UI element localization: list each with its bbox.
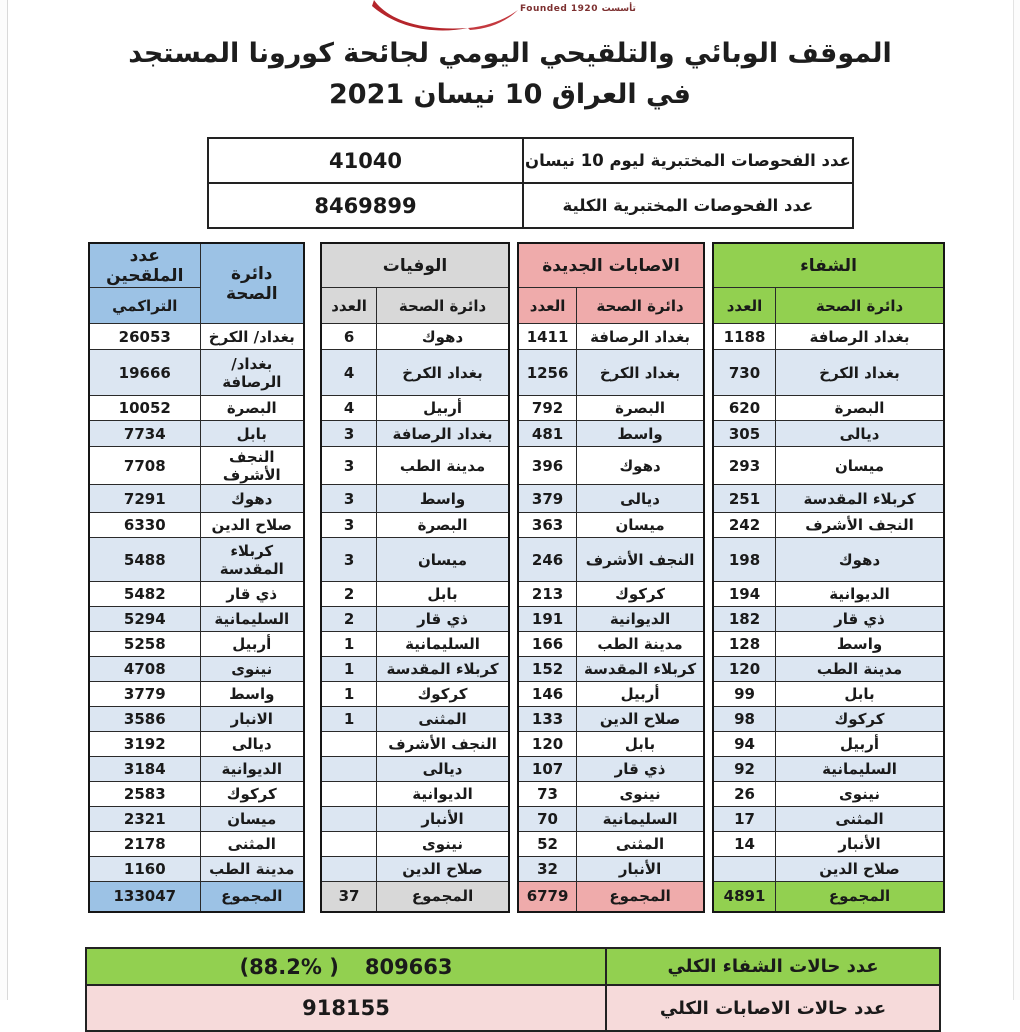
count-cell: 379 (518, 485, 577, 513)
count-cell: 3 (321, 421, 377, 447)
table-row (321, 582, 509, 607)
count-cell: 293 (713, 447, 776, 485)
table-row (713, 782, 944, 807)
directorate-cell: أربيل (200, 632, 304, 657)
total-cases-label: عدد حالات الاصابات الكلي (606, 985, 940, 1031)
count-column-header: العدد (321, 288, 377, 324)
table-row (713, 857, 944, 882)
directorate-cell: بابل (577, 732, 704, 757)
table-row (713, 485, 944, 513)
directorate-cell: بابل (377, 582, 509, 607)
table-row (321, 607, 509, 632)
directorate-cell: ديالى (377, 757, 509, 782)
directorate-cell: نينوى (377, 832, 509, 857)
count-cell: 1 (321, 707, 377, 732)
directorate-cell: مدينة الطب (200, 857, 304, 882)
directorate-cell: صلاح الدين (377, 857, 509, 882)
total-recovered-label: عدد حالات الشفاء الكلي (606, 948, 940, 985)
total-recovered-row (86, 948, 940, 985)
count-cell: 26053 (89, 324, 200, 350)
count-cell: 3184 (89, 757, 200, 782)
count-cell: 4 (321, 350, 377, 396)
directorate-column-header: دائرة الصحة (200, 243, 304, 324)
directorate-cell: كركوك (577, 582, 704, 607)
count-column-header: العدد (713, 288, 776, 324)
directorate-column-header: دائرة الصحة (776, 288, 944, 324)
page-title-line1: الموقف الوبائي والتلقيحي اليومي لجائحة كورونا المستجد (128, 38, 892, 69)
total-tests-row (208, 183, 853, 228)
count-cell: 2 (321, 607, 377, 632)
total-label-cell: المجموع (776, 882, 944, 912)
count-cell: 7734 (89, 421, 200, 447)
directorate-cell: المثنى (577, 832, 704, 857)
total-label-cell: المجموع (577, 882, 704, 912)
count-cell: 120 (713, 657, 776, 682)
count-cell: 3586 (89, 707, 200, 732)
count-cell (321, 807, 377, 832)
total-tests-label: عدد الفحوصات المختبرية الكلية (523, 183, 853, 228)
table-row (713, 350, 944, 396)
directorate-cell: كركوك (200, 782, 304, 807)
table-row (713, 447, 944, 485)
total-row (713, 882, 944, 912)
count-cell: 1256 (518, 350, 577, 396)
count-cell: 146 (518, 682, 577, 707)
total-cases-value: 918155 (86, 985, 606, 1031)
table-row (321, 513, 509, 538)
count-cell: 4708 (89, 657, 200, 682)
directorate-cell: واسط (200, 682, 304, 707)
table-row (321, 832, 509, 857)
table-row (89, 807, 304, 832)
directorate-cell: مدينة الطب (776, 657, 944, 682)
table-row (518, 732, 704, 757)
table-row (89, 513, 304, 538)
directorate-cell: دهوك (776, 538, 944, 582)
table-row (321, 421, 509, 447)
total-recovered-percent: (88.2% ) (239, 954, 339, 979)
table-row (89, 324, 304, 350)
directorate-column-header: دائرة الصحة (577, 288, 704, 324)
directorate-cell: النجف الأشرف (200, 447, 304, 485)
directorate-cell: ميسان (200, 807, 304, 832)
count-cell: 242 (713, 513, 776, 538)
directorate-cell: الديوانية (377, 782, 509, 807)
table-row (518, 421, 704, 447)
directorate-cell: النجف الأشرف (776, 513, 944, 538)
table-row (713, 807, 944, 832)
page-left-edge (0, 0, 8, 1000)
count-cell: 7708 (89, 447, 200, 485)
table-row (89, 657, 304, 682)
table-row (321, 350, 509, 396)
daily-tests-value: 41040 (208, 138, 523, 183)
directorate-cell: كربلاء المقدسة (776, 485, 944, 513)
directorate-cell: واسط (776, 632, 944, 657)
total-cases-row (86, 985, 940, 1031)
directorate-cell: بغداد الرصافة (577, 324, 704, 350)
count-cell: 152 (518, 657, 577, 682)
table-row (89, 857, 304, 882)
count-cell: 1411 (518, 324, 577, 350)
directorate-cell: ميسان (776, 447, 944, 485)
count-cell: 3779 (89, 682, 200, 707)
table-row (713, 607, 944, 632)
total-recovered-value: 809663 (364, 954, 453, 979)
table-row (321, 807, 509, 832)
directorate-cell: الديوانية (200, 757, 304, 782)
table-row (518, 396, 704, 421)
table-row (89, 757, 304, 782)
count-cell: 246 (518, 538, 577, 582)
count-cell: 1188 (713, 324, 776, 350)
count-cell: 133 (518, 707, 577, 732)
table-row (321, 657, 509, 682)
directorate-cell: الأنبار (577, 857, 704, 882)
count-cell: 98 (713, 707, 776, 732)
deaths-table (320, 242, 510, 913)
logo-founded-text: Founded 1920 تأسست (520, 4, 636, 14)
total-row (89, 882, 304, 912)
table-row (713, 396, 944, 421)
count-cell: 1 (321, 682, 377, 707)
count-cell: 305 (713, 421, 776, 447)
directorate-cell: البصرة (776, 396, 944, 421)
directorate-cell: بغداد الكرخ (577, 350, 704, 396)
directorate-cell: النجف الأشرف (577, 538, 704, 582)
directorate-cell: البصرة (577, 396, 704, 421)
count-cell: 94 (713, 732, 776, 757)
directorate-cell: كربلاء المقدسة (377, 657, 509, 682)
count-cell: 5258 (89, 632, 200, 657)
directorate-cell: بغداد/ الكرخ (200, 324, 304, 350)
directorate-cell: المثنى (776, 807, 944, 832)
table-row (321, 682, 509, 707)
table-row (321, 485, 509, 513)
directorate-cell: بغداد الرصافة (776, 324, 944, 350)
table-row (321, 857, 509, 882)
directorate-cell: صلاح الدين (200, 513, 304, 538)
directorate-cell: ديالى (200, 732, 304, 757)
table-row (518, 485, 704, 513)
table-row (713, 582, 944, 607)
count-cell (321, 732, 377, 757)
total-count-cell: 4891 (713, 882, 776, 912)
directorate-cell: كربلاء المقدسة (577, 657, 704, 682)
table-row (89, 447, 304, 485)
count-cell: 1 (321, 632, 377, 657)
page-title (0, 33, 1020, 115)
directorate-cell: كركوك (776, 707, 944, 732)
directorate-cell: الانبار (200, 707, 304, 732)
directorate-cell: السليمانية (200, 607, 304, 632)
total-label-cell: المجموع (200, 882, 304, 912)
count-cell: 194 (713, 582, 776, 607)
table-row (518, 324, 704, 350)
count-cell: 730 (713, 350, 776, 396)
directorate-cell: الديوانية (577, 607, 704, 632)
directorate-cell: نينوى (577, 782, 704, 807)
table-row (518, 538, 704, 582)
directorate-cell: نينوى (200, 657, 304, 682)
table-row (89, 538, 304, 582)
table-row (89, 485, 304, 513)
count-cell: 10052 (89, 396, 200, 421)
directorate-cell: ذي قار (577, 757, 704, 782)
table-row (713, 538, 944, 582)
directorate-cell: واسط (577, 421, 704, 447)
table-row (89, 682, 304, 707)
recovered-table-title: الشفاء (713, 243, 944, 288)
count-cell: 166 (518, 632, 577, 657)
total-recovered-value-cell (86, 948, 606, 985)
count-cell (321, 832, 377, 857)
count-cell: 213 (518, 582, 577, 607)
count-cell: 481 (518, 421, 577, 447)
table-row (713, 657, 944, 682)
count-cell: 17 (713, 807, 776, 832)
table-row (518, 350, 704, 396)
table-row (321, 538, 509, 582)
count-cell: 2321 (89, 807, 200, 832)
table-row (713, 832, 944, 857)
count-cell: 3192 (89, 732, 200, 757)
directorate-cell: المثنى (200, 832, 304, 857)
count-cell: 52 (518, 832, 577, 857)
daily-tests-row (208, 138, 853, 183)
directorate-cell: بغداد/ الرصافة (200, 350, 304, 396)
directorate-cell: ميسان (377, 538, 509, 582)
table-row (89, 707, 304, 732)
count-cell: 363 (518, 513, 577, 538)
count-cell: 396 (518, 447, 577, 485)
count-cell (321, 782, 377, 807)
table-row (89, 782, 304, 807)
directorate-cell: البصرة (377, 513, 509, 538)
directorate-cell: كركوك (377, 682, 509, 707)
count-cell: 792 (518, 396, 577, 421)
directorate-cell: بغداد الرصافة (377, 421, 509, 447)
table-row (713, 757, 944, 782)
count-cell: 128 (713, 632, 776, 657)
count-cell: 6 (321, 324, 377, 350)
new-cases-table-title: الاصابات الجديدة (518, 243, 704, 288)
table-row (321, 757, 509, 782)
table-row (713, 682, 944, 707)
directorate-cell: دهوك (200, 485, 304, 513)
table-row (713, 513, 944, 538)
count-cell: 251 (713, 485, 776, 513)
count-cell: 73 (518, 782, 577, 807)
count-column-header: العدد (518, 288, 577, 324)
count-cell (321, 857, 377, 882)
total-label-cell: المجموع (377, 882, 509, 912)
table-row (321, 632, 509, 657)
total-count-cell: 133047 (89, 882, 200, 912)
directorate-cell: مدينة الطب (377, 447, 509, 485)
total-row (321, 882, 509, 912)
table-row (713, 707, 944, 732)
deaths-table-title: الوفيات (321, 243, 509, 288)
directorate-cell: بابل (200, 421, 304, 447)
directorate-cell: المثنى (377, 707, 509, 732)
count-cell: 5488 (89, 538, 200, 582)
directorate-cell: دهوك (577, 447, 704, 485)
count-cell: 19666 (89, 350, 200, 396)
directorate-cell: ذي قار (377, 607, 509, 632)
table-row (89, 632, 304, 657)
table-row (518, 682, 704, 707)
lab-tests-table (207, 137, 854, 229)
count-cell: 99 (713, 682, 776, 707)
count-cell: 3 (321, 447, 377, 485)
directorate-cell: صلاح الدين (776, 857, 944, 882)
table-row (518, 782, 704, 807)
count-cell: 32 (518, 857, 577, 882)
table-row (321, 707, 509, 732)
count-cell: 198 (713, 538, 776, 582)
table-row (89, 582, 304, 607)
directorate-cell: البصرة (200, 396, 304, 421)
count-cell: 4 (321, 396, 377, 421)
table-row (518, 857, 704, 882)
count-cell: 2178 (89, 832, 200, 857)
directorate-cell: دهوك (377, 324, 509, 350)
table-row (89, 396, 304, 421)
table-row (321, 782, 509, 807)
total-tests-value: 8469899 (208, 183, 523, 228)
directorate-cell: الديوانية (776, 582, 944, 607)
directorate-cell: النجف الأشرف (377, 732, 509, 757)
directorate-cell: ذي قار (200, 582, 304, 607)
count-cell: 107 (518, 757, 577, 782)
count-cell: 620 (713, 396, 776, 421)
table-row (713, 732, 944, 757)
directorate-cell: ذي قار (776, 607, 944, 632)
recovered-table (712, 242, 945, 913)
directorate-cell: صلاح الدين (577, 707, 704, 732)
count-cell: 5482 (89, 582, 200, 607)
count-cell: 182 (713, 607, 776, 632)
table-row (89, 421, 304, 447)
count-cell: 5294 (89, 607, 200, 632)
directorate-cell: واسط (377, 485, 509, 513)
count-cell: 1160 (89, 857, 200, 882)
table-row (518, 513, 704, 538)
count-cell: 70 (518, 807, 577, 832)
count-cell: 26 (713, 782, 776, 807)
table-row (89, 832, 304, 857)
page-right-edge (1013, 0, 1020, 1000)
count-cell: 6330 (89, 513, 200, 538)
count-cell: 7291 (89, 485, 200, 513)
count-cell: 3 (321, 513, 377, 538)
directorate-cell: نينوى (776, 782, 944, 807)
count-cell: 2583 (89, 782, 200, 807)
table-row (321, 324, 509, 350)
count-cell: 14 (713, 832, 776, 857)
directorate-cell: كربلاء المقدسة (200, 538, 304, 582)
directorate-cell: مدينة الطب (577, 632, 704, 657)
directorate-cell: ميسان (577, 513, 704, 538)
directorate-cell: ديالى (776, 421, 944, 447)
table-row (518, 707, 704, 732)
table-row (518, 607, 704, 632)
table-row (89, 607, 304, 632)
directorate-cell: أربيل (377, 396, 509, 421)
directorate-cell: الأنبار (377, 807, 509, 832)
table-row (518, 757, 704, 782)
directorate-cell: الأنبار (776, 832, 944, 857)
page-title-line2: في العراق 10 نيسان 2021 (329, 79, 691, 110)
count-cell: 191 (518, 607, 577, 632)
daily-tests-label: عدد الفحوصات المختبرية ليوم 10 نيسان (523, 138, 853, 183)
count-cell: 3 (321, 485, 377, 513)
table-row (321, 732, 509, 757)
directorate-cell: أربيل (577, 682, 704, 707)
new-cases-table (517, 242, 705, 913)
vaccinated-table-title: عدد الملقحين (89, 243, 200, 288)
table-row (518, 632, 704, 657)
table-row (518, 582, 704, 607)
count-cell: 1 (321, 657, 377, 682)
vaccinated-table (88, 242, 305, 913)
table-row (89, 350, 304, 396)
directorate-cell: بغداد الكرخ (776, 350, 944, 396)
total-count-cell: 37 (321, 882, 377, 912)
table-row (89, 732, 304, 757)
directorate-cell: أربيل (776, 732, 944, 757)
count-cell: 92 (713, 757, 776, 782)
directorate-cell: بغداد الكرخ (377, 350, 509, 396)
count-cell (713, 857, 776, 882)
table-row (518, 807, 704, 832)
table-row (518, 447, 704, 485)
table-row (713, 632, 944, 657)
directorate-cell: السليمانية (577, 807, 704, 832)
table-row (713, 324, 944, 350)
total-count-cell: 6779 (518, 882, 577, 912)
count-cell: 2 (321, 582, 377, 607)
directorate-cell: السليمانية (377, 632, 509, 657)
table-row (713, 421, 944, 447)
directorate-cell: بابل (776, 682, 944, 707)
count-cell (321, 757, 377, 782)
directorate-cell: ديالى (577, 485, 704, 513)
vaccinated-table-subtitle: التراكمي (89, 288, 200, 324)
table-row (518, 832, 704, 857)
count-cell: 120 (518, 732, 577, 757)
count-cell: 3 (321, 538, 377, 582)
directorate-column-header: دائرة الصحة (377, 288, 509, 324)
table-row (518, 657, 704, 682)
totals-summary-table (85, 947, 941, 1032)
directorate-cell: السليمانية (776, 757, 944, 782)
table-row (321, 447, 509, 485)
total-row (518, 882, 704, 912)
table-row (321, 396, 509, 421)
